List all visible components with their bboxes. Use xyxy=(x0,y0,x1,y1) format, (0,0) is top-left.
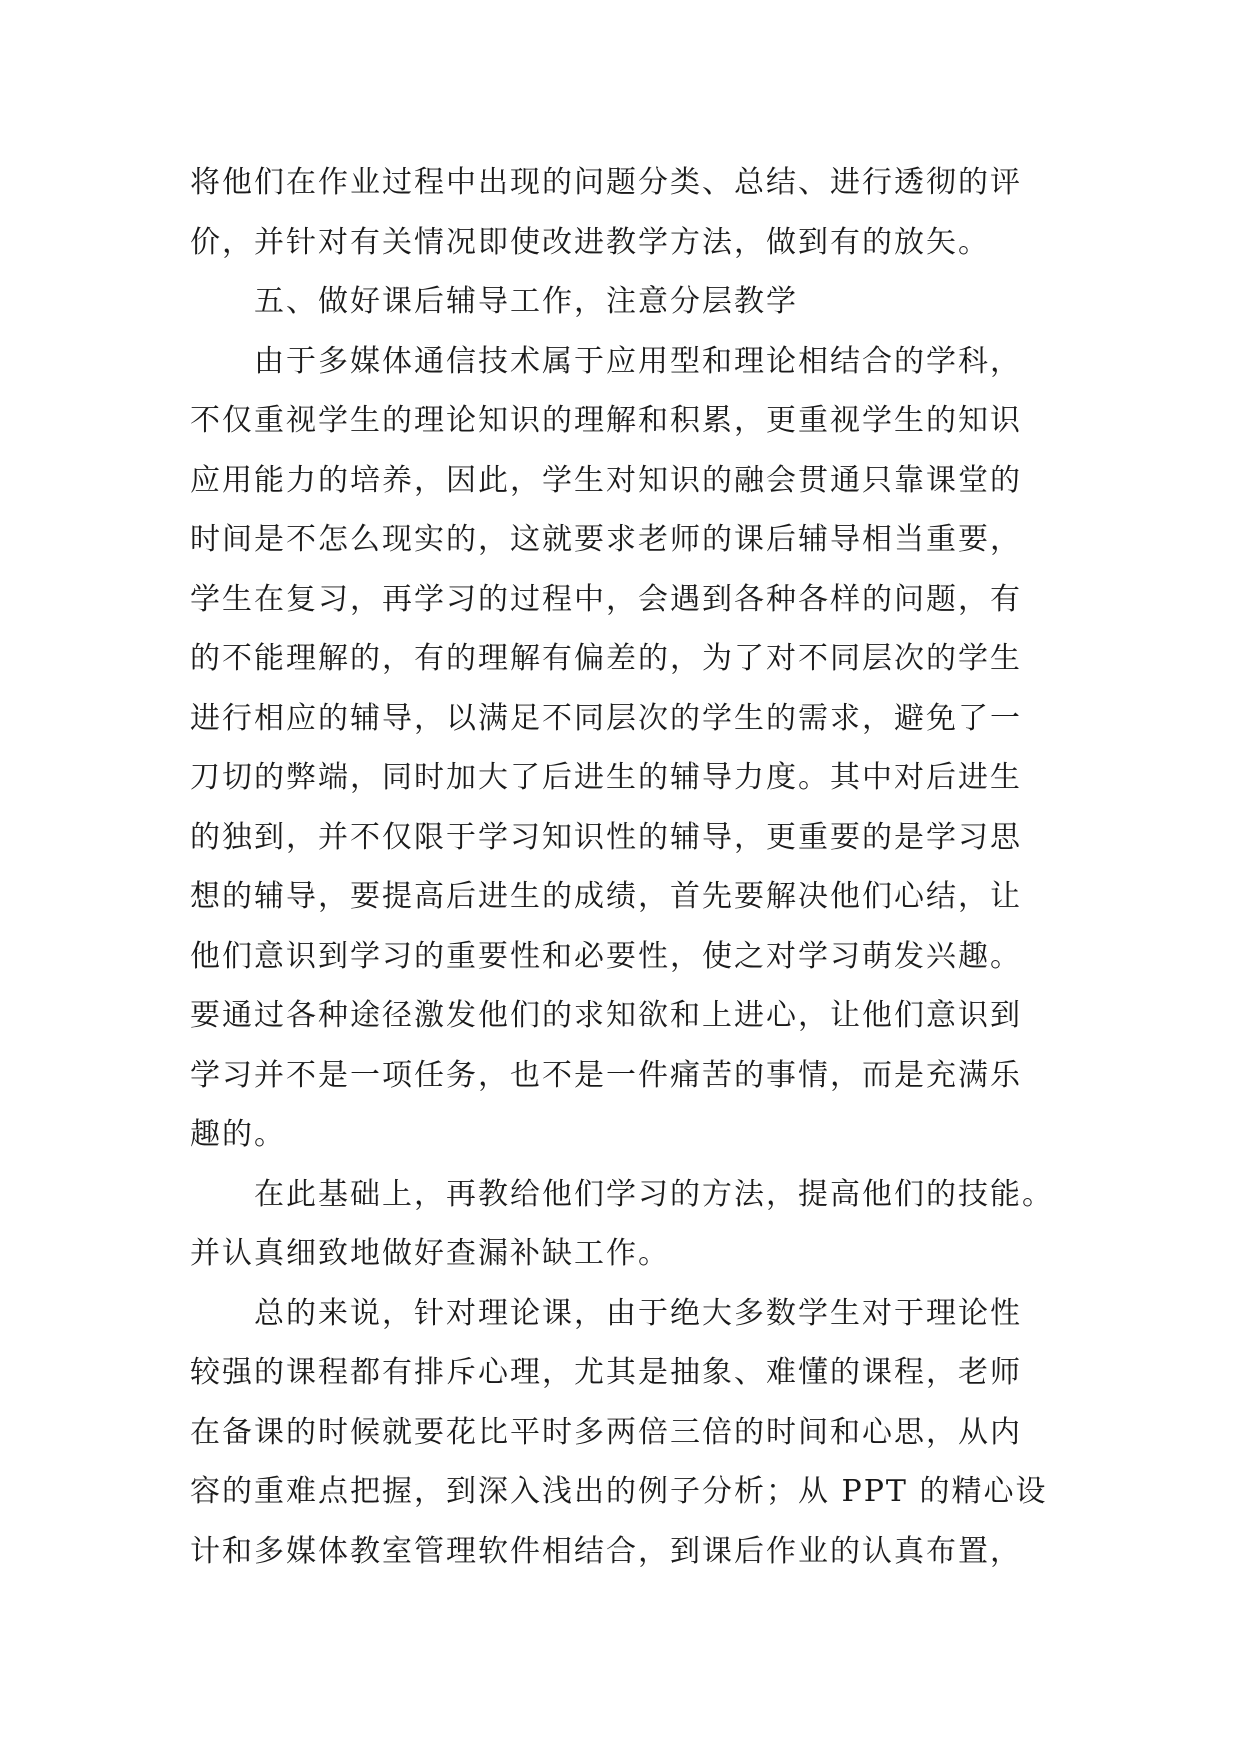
text-line: 要通过各种途径激发他们的求知欲和上进心，让他们意识到 xyxy=(190,998,1022,1033)
text-line: 趣的。 xyxy=(190,1117,286,1152)
text-line: 计和多媒体教室管理软件相结合，到课后作业的认真布置， xyxy=(190,1534,1022,1569)
text-line: 由于多媒体通信技术属于应用型和理论相结合的学科， xyxy=(254,344,1022,379)
text-line: 并认真细致地做好查漏补缺工作。 xyxy=(190,1236,670,1271)
text-line: 的不能理解的，有的理解有偏差的，为了对不同层次的学生 xyxy=(190,641,1022,676)
text-line: 容的重难点把握，到深入浅出的例子分析；从 PPT 的精心设 xyxy=(190,1474,1048,1509)
text-line: 不仅重视学生的理论知识的理解和积累，更重视学生的知识 xyxy=(190,403,1022,438)
text-line: 刀切的弊端，同时加大了后进生的辅导力度。其中对后进生 xyxy=(190,760,1022,795)
text-line: 进行相应的辅导，以满足不同层次的学生的需求，避免了一 xyxy=(190,701,1022,736)
text-line: 较强的课程都有排斥心理，尤其是抽象、难懂的课程，老师 xyxy=(190,1355,1022,1390)
text-line: 总的来说，针对理论课，由于绝大多数学生对于理论性 xyxy=(254,1296,1022,1331)
text-line: 将他们在作业过程中出现的问题分类、总结、进行透彻的评 xyxy=(190,165,1022,200)
text-line: 价，并针对有关情况即使改进教学方法，做到有的放矢。 xyxy=(190,225,990,260)
text-line: 在此基础上，再教给他们学习的方法，提高他们的技能。 xyxy=(254,1177,1054,1212)
text-line: 学习并不是一项任务，也不是一件痛苦的事情，而是充满乐 xyxy=(190,1058,1022,1093)
text-line: 学生在复习，再学习的过程中，会遇到各种各样的问题，有 xyxy=(190,582,1022,617)
text-line: 在备课的时候就要花比平时多两倍三倍的时间和心思，从内 xyxy=(190,1415,1022,1450)
text-line: 时间是不怎么现实的，这就要求老师的课后辅导相当重要， xyxy=(190,522,1022,557)
section-heading: 五、做好课后辅导工作，注意分层教学 xyxy=(254,284,798,319)
text-line: 他们意识到学习的重要性和必要性，使之对学习萌发兴趣。 xyxy=(190,939,1022,974)
text-line: 想的辅导，要提高后进生的成绩，首先要解决他们心结，让 xyxy=(190,879,1022,914)
text-line: 应用能力的培养，因此，学生对知识的融会贯通只靠课堂的 xyxy=(190,463,1022,498)
text-line: 的独到，并不仅限于学习知识性的辅导，更重要的是学习思 xyxy=(190,820,1022,855)
